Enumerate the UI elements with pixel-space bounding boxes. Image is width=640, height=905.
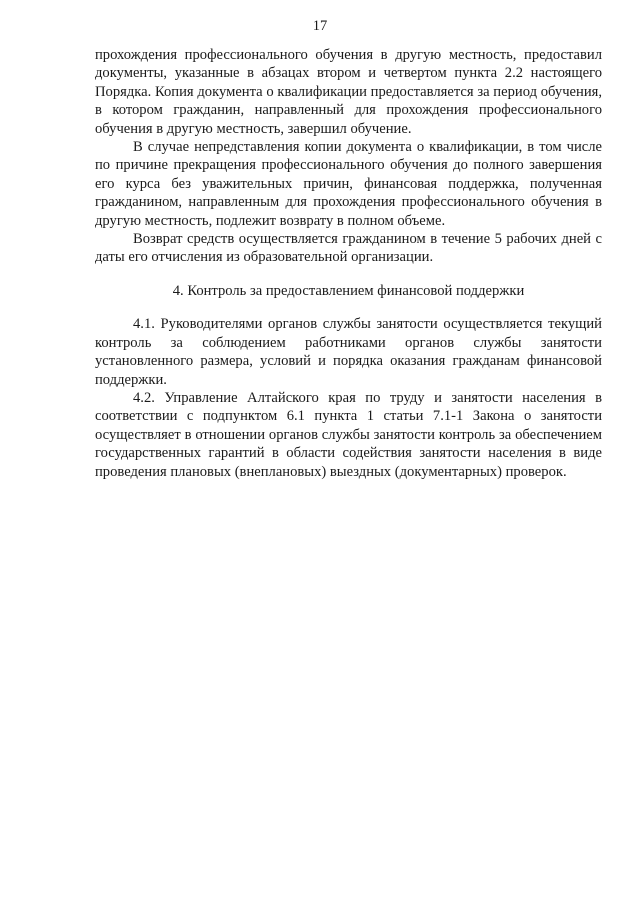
section-heading: 4. Контроль за предоставлением финансовой поддержки: [172, 282, 525, 299]
paragraph-4-1: 4.1. Руководителями органов службы занятости осуществляется текущий контроль за соблюдением работниками органов службы занятости установленного размера, условий и порядка оказания гражданам финансовой поддержки.: [95, 316, 602, 388]
paragraph-continuation: прохождения профессионального обучения в другую местность, предоставил документы, указанные в абзацах втором и четвертом пункта 2.2 настоящего Порядка. Копия документа о квалификации предоставляется за период обучения, в котором гражданин, направленный для прохождения профессионального обучения в другую местность, завершил обучение.: [95, 47, 602, 137]
document-body: [95, 46, 602, 481]
paragraph-refund: Возврат средств осуществляется гражданином в течение 5 рабочих дней с даты его отчисления из образовательной организации.: [95, 231, 602, 266]
paragraph-4-2: 4.2. Управление Алтайского края по труду и занятости населения в соответствии с подпунктом 6.1 пункта 1 статьи 7.1-1 Закона о занятости осуществляет в отношении органов службы занятости контроль за обеспечением государственных гарантий в области содействия занятости населения в виде проведения плановых (внеплановых) выездных (документарных) проверок.: [95, 389, 602, 480]
page-number: 17: [312, 18, 328, 34]
paragraph-non-submission: В случае непредставления копии документа о квалификации, в том числе по причине прекращения профессионального обучения до полного завершения его курса без уважительных причин, финансовая поддержка, полученная гражданином, направленным для прохождения профессионального обучения в другую местность, подлежит возврату в полном объеме.: [95, 139, 602, 229]
